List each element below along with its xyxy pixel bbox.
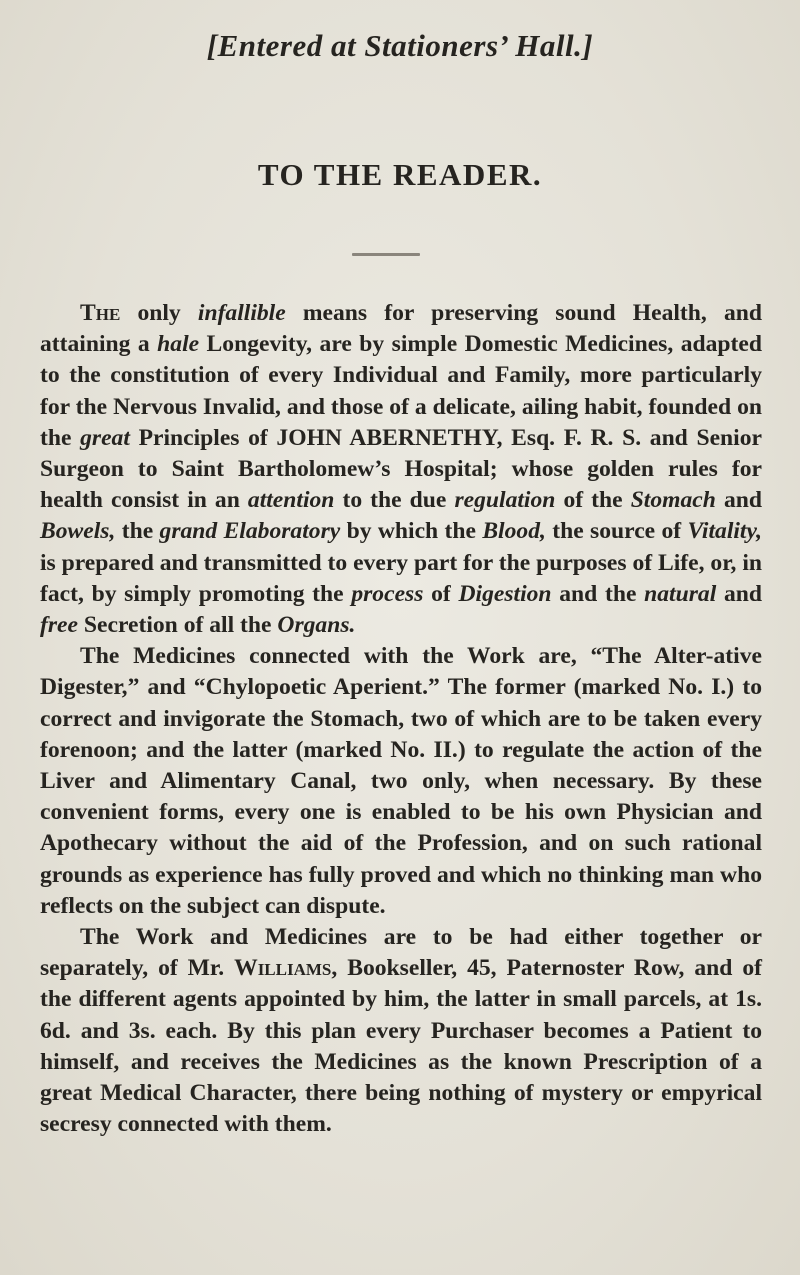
body-text bbox=[40, 298, 762, 1140]
text-segment: great bbox=[80, 424, 130, 451]
text-segment: infallible bbox=[197, 300, 286, 326]
text-segment: regulation bbox=[454, 487, 556, 514]
page-title: TO THE READER. bbox=[257, 157, 543, 192]
text-segment: of the bbox=[555, 487, 631, 514]
text-segment: process bbox=[351, 580, 424, 607]
text-segment: of bbox=[423, 580, 459, 607]
text-segment: free bbox=[40, 612, 78, 639]
paragraph-3 bbox=[40, 922, 762, 1140]
text-segment: Secretion of all the bbox=[77, 612, 278, 639]
entered-at-stationers-hall-note: [Entered at Stationers’ Hall.] bbox=[206, 28, 594, 63]
text-segment: Principles of JOHN ABERNETHY, Esq. F. R. S. and Senior Surgeon to Saint Bartholomew’s Hospital; whose golden rules for health consist in an bbox=[40, 424, 762, 514]
text-segment: to the due bbox=[334, 487, 455, 514]
text-segment: Longevity, are by simple Domestic Medicines, adapted to the constitution of every Individual and Family, more particularly for the Nervous Invalid, and those of a delicate, ailing habit, founded on the bbox=[40, 331, 762, 451]
paragraph-1 bbox=[40, 298, 762, 641]
paragraph-2 bbox=[40, 641, 762, 922]
text-segment: Organs. bbox=[277, 612, 356, 639]
text-segment: only bbox=[120, 300, 198, 326]
text-segment: and bbox=[716, 580, 762, 607]
title-divider bbox=[352, 253, 420, 256]
text-segment: The Medicines connected with the Work are, “The Alter-ative Digester,” and “Chylopoetic Aperient.” The former (marked No. I.) to correct and invigorate the Stomach, two of which are to be taken every forenoon; and the latter (marked No. II.) to regulate the action of the Liver and Alimentary Canal, two only, when necessary. By these convenient forms, every one is enabled to be his own Physician and Apothecary without the aid of the Profession, and on such rational grounds as experience has fully proved and which no thinking man who reflects on the subject can dispute. bbox=[40, 643, 762, 919]
text-segment: Digestion bbox=[458, 580, 552, 607]
text-segment: Vitality, bbox=[687, 518, 762, 545]
text-segment: grand Elaboratory bbox=[159, 518, 341, 545]
text-segment: Bowels, bbox=[40, 518, 116, 545]
text-segment: natural bbox=[644, 580, 717, 607]
text-segment: is prepared and transmitted to every part for the purposes of Life, or, in fact, by simply promoting the bbox=[40, 549, 762, 607]
text-segment: hale bbox=[157, 331, 200, 358]
text-segment: by which the bbox=[340, 518, 483, 545]
text-segment: Blood, bbox=[482, 518, 546, 545]
text-segment: and the bbox=[551, 580, 645, 607]
text-segment: The Work and Medicines are to be had either together or separately, of Mr. bbox=[40, 924, 762, 982]
text-segment: Stomach bbox=[630, 487, 716, 514]
text-segment: means for preserving sound Health, and attaining a bbox=[40, 300, 762, 358]
text-segment: Bookseller, 45, Paternoster Row, and of the different agents appointed by him, the latter in small parcels, at 1s. 6d. and 3s. each. By this plan every Purchaser becomes a Patient to himself, and receives the Medicines as the known Prescription of a great Medical Character, there being nothing of mystery or empyrical secresy connected with them. bbox=[40, 955, 762, 1138]
text-segment: the bbox=[115, 518, 160, 545]
text-segment: The bbox=[80, 300, 121, 326]
text-segment: the source of bbox=[545, 518, 688, 545]
text-segment: Williams, bbox=[234, 955, 338, 982]
text-segment: and bbox=[715, 487, 762, 514]
text-segment: attention bbox=[247, 487, 335, 514]
